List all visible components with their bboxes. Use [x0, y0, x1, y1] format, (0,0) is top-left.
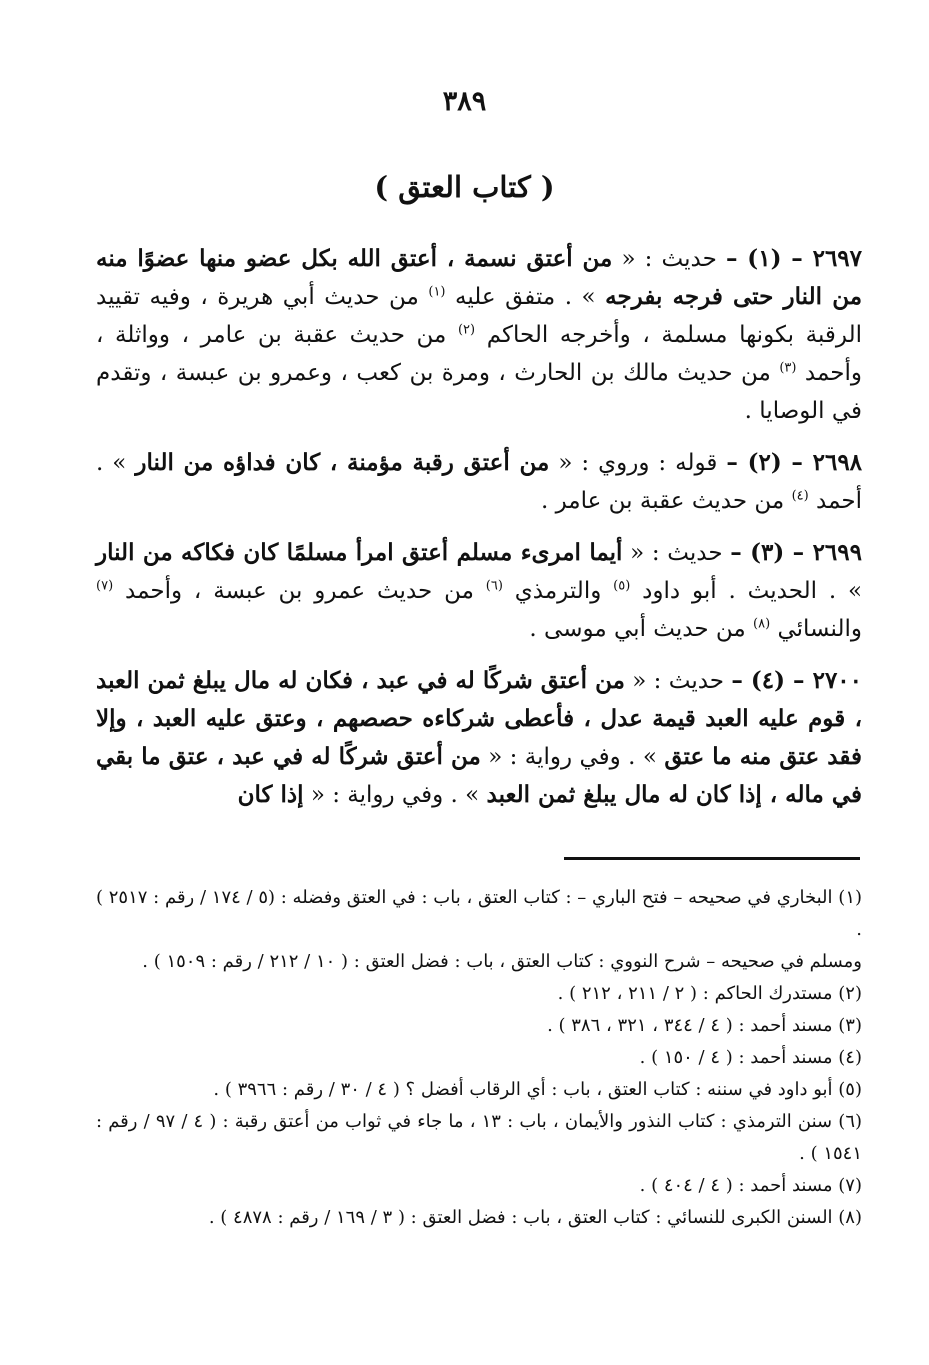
footnote-ref: (٣): [779, 360, 797, 376]
footnotes: [96, 882, 862, 1234]
entry-text: » . وفي رواية : «: [310, 782, 480, 808]
footnote-ref: (٤): [791, 488, 809, 504]
entry-number: ٢٦٩٩ – (٣) –: [730, 539, 862, 566]
footnote: (٦) سنن الترمذي : كتاب النذور والأيمان ، باب : ١٣ ، ما جاء في ثواب من أعتق رقبة : ( ٤ / ٩٧ / رقم : ١٥٤١ ) .: [96, 1111, 863, 1164]
entry-text: » . الحديث . أبو داود: [642, 578, 863, 604]
footnote-ref: (٨): [753, 616, 771, 632]
hadith-quote: إذا كان: [237, 781, 304, 808]
main-text: [96, 240, 862, 828]
entry-text: من حديث عقبة بن عامر .: [540, 488, 785, 514]
entry-text: » . أحمد: [96, 450, 862, 514]
hadith-quote: من أعتق رقبة مؤمنة ، كان فداؤه من النار: [135, 449, 550, 476]
entry-text: » . متفق عليه: [455, 284, 596, 310]
entry-2697: [96, 240, 862, 430]
entry-text: من حديث مالك بن الحارث ، ومرة بن كعب ، وعمرو بن عبسة ، وتقدم في الوصايا .: [96, 360, 862, 424]
hadith-quote: من أعتق نسمة ، أعتق الله بكل عضو منها عضوًا منه من النار حتى فرجه بفرجه: [96, 245, 863, 310]
entry-text: من حديث أبي موسى .: [529, 616, 746, 642]
page-number: ٣٨٩: [442, 86, 487, 117]
entry-lead: حديث : «: [630, 540, 723, 566]
footnote: (٣) مسند أحمد : ( ٤ / ٣٤٤ ، ٣٢١ ، ٣٨٦ ) .: [547, 1015, 862, 1036]
footnote: (٥) أبو داود في سننه : كتاب العتق ، باب : أي الرقاب أفضل ؟ ( ٤ / ٣٠ / رقم : ٣٩٦٦ ) .: [213, 1079, 862, 1100]
footnote-ref: (١): [428, 284, 446, 300]
entry-text: من حديث أبي هريرة ، وفيه تقييد الرقبة بكونها مسلمة ، وأخرجه الحاكم: [96, 284, 863, 348]
footnote: (٢) مستدرك الحاكم : ( ٢ / ٢١١ ، ٢١٢ ) .: [557, 983, 862, 1004]
footnote: ومسلم في صحيحه – شرح النووي : كتاب العتق ، باب : فضل العتق : ( ١٠ / ٢١٢ / رقم : ١٥٠٩ ) .: [142, 951, 862, 972]
footnote-ref: (٧): [96, 578, 114, 594]
entry-2699: [96, 534, 862, 648]
footnote: (٤) مسند أحمد : ( ٤ / ١٥٠ ) .: [639, 1047, 862, 1068]
footnote: (٨) السنن الكبرى للنسائي : كتاب العتق ، باب : فضل العتق : ( ٣ / ١٦٩ / رقم : ٤٨٧٨ ) .: [208, 1207, 862, 1228]
entry-text: والترمذي: [514, 578, 602, 604]
footnote: (٧) مسند أحمد : ( ٤ / ٤٠٤ ) .: [639, 1175, 862, 1196]
entry-2698: [96, 444, 862, 520]
hadith-quote: من أعتق شركًا له في عبد ، فكان له مال يبلغ ثمن العبد ، قوم عليه العبد قيمة عدل ، فأعطى شركاءه حصصهم ، وعتق عليه العبد ، وإلا فقد عتق منه ما عتق: [96, 667, 862, 770]
entry-lead: قوله : وروي : «: [558, 450, 718, 476]
footnote: (١) البخاري في صحيحه – فتح الباري – : كتاب العتق ، باب : في العتق وفضله : (٥ / ١٧٤ / رقم : ٢٥١٧ ) .: [96, 887, 863, 940]
entry-lead: حديث : «: [632, 668, 725, 694]
entry-text: من حديث عقبة بن عامر ، وواثلة ، وأحمد: [96, 322, 862, 386]
hadith-quote: أيما امرىء مسلم أعتق امرأ مسلمًا كان فكاكه من النار: [96, 539, 623, 566]
entry-2700: [96, 662, 862, 814]
entry-lead: حديث : «: [621, 246, 717, 272]
footnote-ref: (٦): [485, 578, 503, 594]
entry-number: ٢٧٠٠ – (٤) –: [731, 667, 863, 694]
entry-text: والنسائي: [777, 616, 862, 642]
entry-text: من حديث عمرو بن عبسة ، وأحمد: [125, 578, 474, 604]
footnote-divider: [564, 857, 860, 860]
entry-text: » . وفي رواية : «: [488, 744, 657, 770]
footnote-ref: (٥): [613, 578, 631, 594]
chapter-title: ( كتاب العتق ): [374, 170, 555, 204]
entry-number: ٢٦٩٨ – (٢) –: [726, 449, 863, 476]
entry-number: ٢٦٩٧ – (١) –: [725, 245, 863, 272]
hadith-quote: من أعتق شركًا له في عبد ، عتق ما بقي في ماله ، إذا كان له مال يبلغ ثمن العبد: [96, 743, 862, 808]
footnote-ref: (٢): [457, 322, 476, 338]
